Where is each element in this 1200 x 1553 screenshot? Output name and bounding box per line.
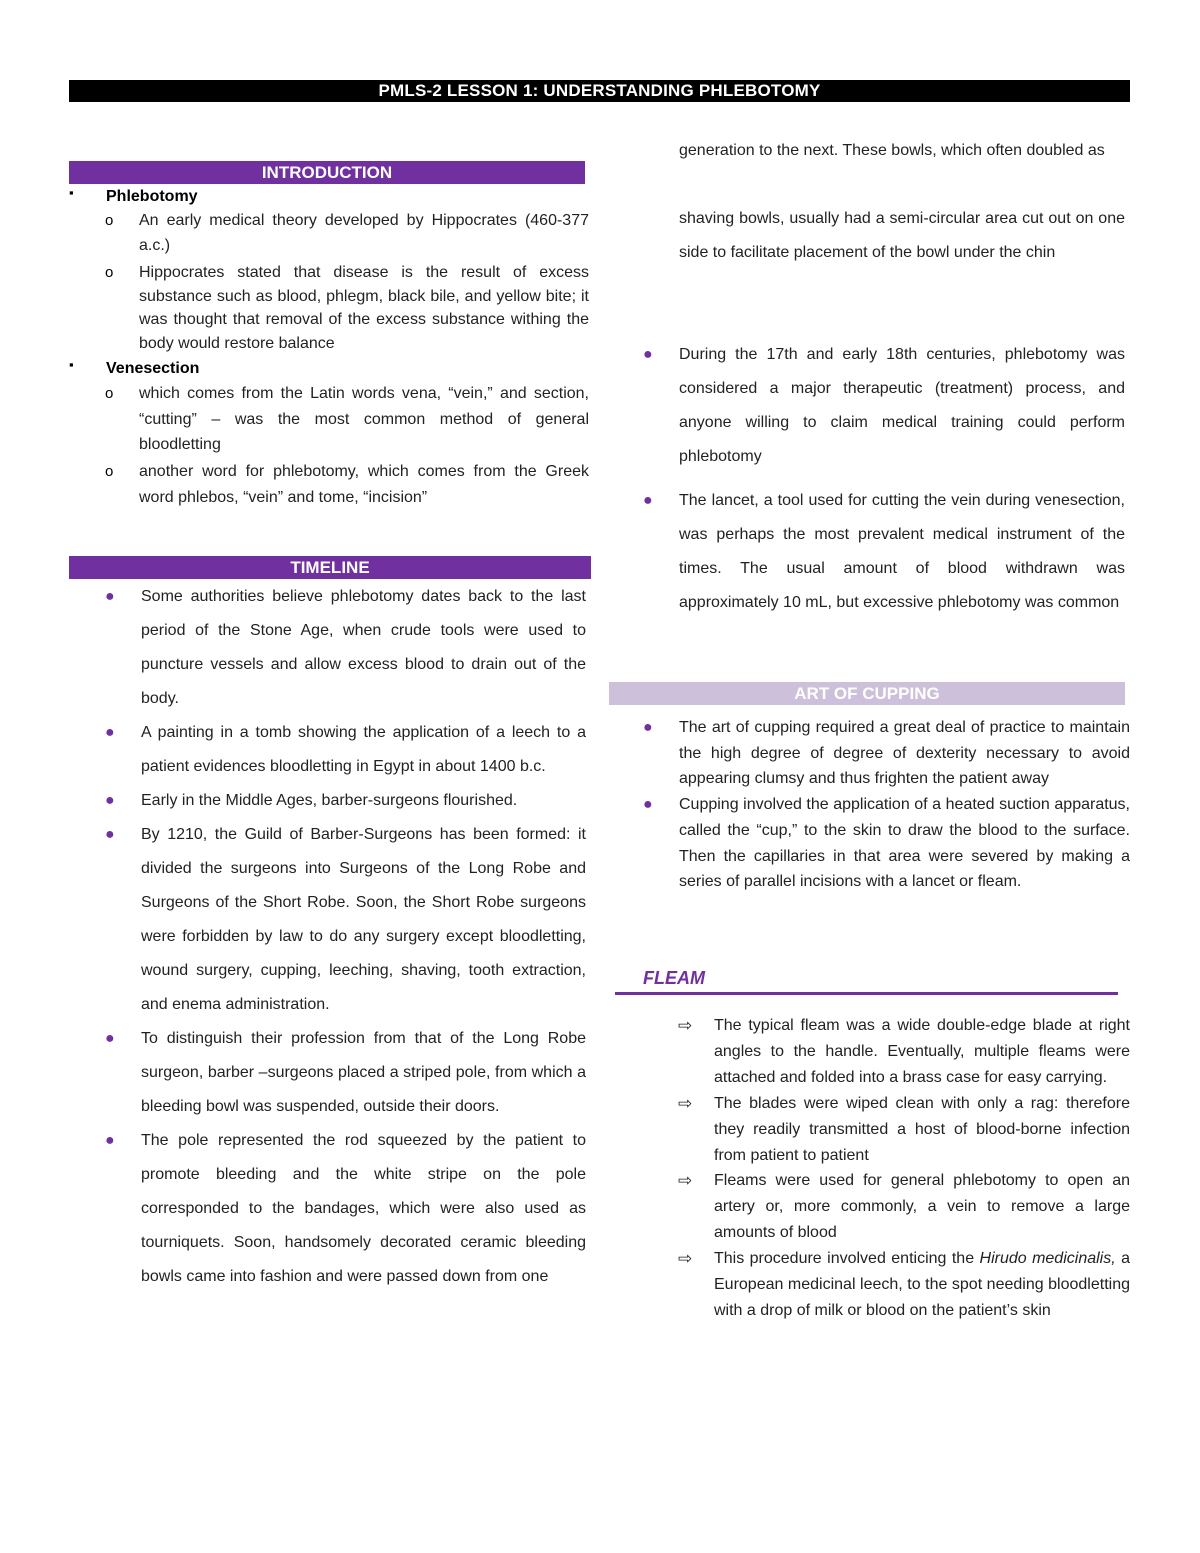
- introduction-list: [69, 185, 589, 511]
- list-item: ● To distinguish their profession from that of the Long Robe surgeon, barber –surgeons placed a striped pole, from which a bleeding bowl was suspended, outside their doors.: [105, 1022, 586, 1124]
- continued-text-line2: shaving bowls, usually had a semi-circular area cut out on one side to facilitate placement of the bowl under the chin: [679, 210, 1125, 261]
- intro-item-venesection: [69, 357, 589, 511]
- document-title: PMLS-2 LESSON 1: UNDERSTANDING PHLEBOTOMY: [69, 80, 1130, 102]
- list-item: ● The lancet, a tool used for cutting the vein during venesection, was perhaps the most prevalent medical instrument of the times. The usual amount of blood withdrawn was approximately 10 mL, but excessive phlebotomy was common: [643, 484, 1125, 620]
- continued-text-line1: generation to the next. These bowls, which often doubled as: [679, 142, 1105, 159]
- list-item: o another word for phlebotomy, which comes from the Greek word phlebos, “vein” and tome, “incision”: [104, 459, 589, 511]
- purple-dot-icon: ●: [105, 826, 115, 843]
- intro-item-phlebotomy: [69, 185, 589, 355]
- section-heading-introduction: INTRODUCTION: [69, 161, 585, 184]
- cupping-list: [643, 715, 1130, 895]
- list-item: ● The pole represented the rod squeezed by the patient to promote bleeding and the white stripe on the pole corresponded to the bandages, which were also used as tourniquets. Soon, handsomely decorated ceramic bleeding bowls came into fashion and were passed down from one: [105, 1124, 586, 1294]
- hollow-circle-icon: o: [105, 462, 114, 480]
- list-item: ⇨ This procedure involved enticing the Hirudo medicinalis, a European medicinal leech, to the spot needing bloodletting with a drop of milk or blood on the patient’s skin: [678, 1246, 1130, 1324]
- purple-dot-icon: ●: [105, 1132, 115, 1149]
- section-heading-fleam: FLEAM: [615, 968, 1118, 995]
- hollow-right-arrow-icon: ⇨: [678, 1249, 693, 1269]
- hollow-right-arrow-icon: ⇨: [678, 1093, 693, 1113]
- section-heading-timeline: TIMELINE: [69, 556, 591, 579]
- history-list: [643, 338, 1125, 620]
- term-label: Phlebotomy: [106, 188, 198, 205]
- list-item: ● Cupping involved the application of a heated suction apparatus, called the “cup,” to the skin to draw the blood to the surface. Then the capillaries in that area were severed by making a series of parallel incisions with a lancet or fleam.: [643, 792, 1130, 895]
- purple-dot-icon: ●: [643, 492, 653, 509]
- hollow-circle-icon: o: [105, 264, 114, 281]
- list-item: ⇨ Fleams were used for general phlebotomy to open an artery or, more commonly, a vein to remove a large amounts of blood: [678, 1168, 1130, 1246]
- timeline-list: [105, 580, 586, 1294]
- purple-dot-icon: ●: [105, 588, 115, 605]
- list-item: ⇨ The typical fleam was a wide double-edge blade at right angles to the handle. Eventually, multiple fleams were attached and folded into a brass case for easy carrying.: [678, 1013, 1130, 1091]
- purple-dot-icon: ●: [105, 724, 115, 741]
- list-item: ● During the 17th and early 18th centuries, phlebotomy was considered a major therapeutic (treatment) process, and anyone willing to claim medical training could perform phlebotomy: [643, 338, 1125, 474]
- list-item: ● Early in the Middle Ages, barber-surgeons flourished.: [105, 784, 586, 818]
- purple-dot-icon: ●: [105, 1030, 115, 1047]
- purple-dot-icon: ●: [643, 346, 653, 363]
- fleam-list: [678, 1013, 1130, 1324]
- list-item: o An early medical theory developed by Hippocrates (460-377 a.c.): [104, 209, 589, 258]
- hollow-right-arrow-icon: ⇨: [678, 1171, 693, 1191]
- purple-dot-icon: ●: [105, 792, 115, 809]
- hollow-circle-icon: o: [105, 385, 114, 402]
- section-heading-art-of-cupping: ART OF CUPPING: [609, 682, 1125, 705]
- list-item: o which comes from the Latin words vena, “vein,” and section, “cutting” – was the most common method of general bloodletting: [104, 381, 589, 458]
- term-label: Venesection: [106, 360, 200, 377]
- list-item: ● By 1210, the Guild of Barber-Surgeons has been formed: it divided the surgeons into Surgeons of the Long Robe and Surgeons of the Short Robe. Soon, the Short Robe surgeons were forbidden by law to do any surgery except bloodletting, wound surgery, cupping, leeching, shaving, tooth extraction, and enema administration.: [105, 818, 586, 1022]
- list-item: ● Some authorities believe phlebotomy dates back to the last period of the Stone Age, when crude tools were used to puncture vessels and allow excess blood to drain out of the body.: [105, 580, 586, 716]
- hollow-circle-icon: o: [105, 212, 114, 229]
- list-item: ● A painting in a tomb showing the application of a leech to a patient evidences bloodletting in Egypt in about 1400 b.c.: [105, 716, 586, 784]
- purple-dot-icon: ●: [643, 719, 653, 736]
- small-square-icon: ▪: [69, 185, 74, 200]
- list-item: ⇨ The blades were wiped clean with only a rag: therefore they readily transmitted a host of blood-borne infection from patient to patient: [678, 1091, 1130, 1169]
- list-item: o Hippocrates stated that disease is the result of excess substance such as blood, phlegm, black bile, and yellow bite; it was thought that removal of the excess substance withing the body would restore balance: [104, 261, 589, 355]
- hollow-right-arrow-icon: ⇨: [678, 1016, 693, 1035]
- list-item: ● The art of cupping required a great deal of practice to maintain the high degree of degree of dexterity necessary to avoid appearing clumsy and thus frighten the patient away: [643, 715, 1130, 792]
- small-square-icon: ▪: [69, 357, 74, 372]
- purple-dot-icon: ●: [643, 796, 653, 814]
- continued-paragraph: [679, 134, 1125, 270]
